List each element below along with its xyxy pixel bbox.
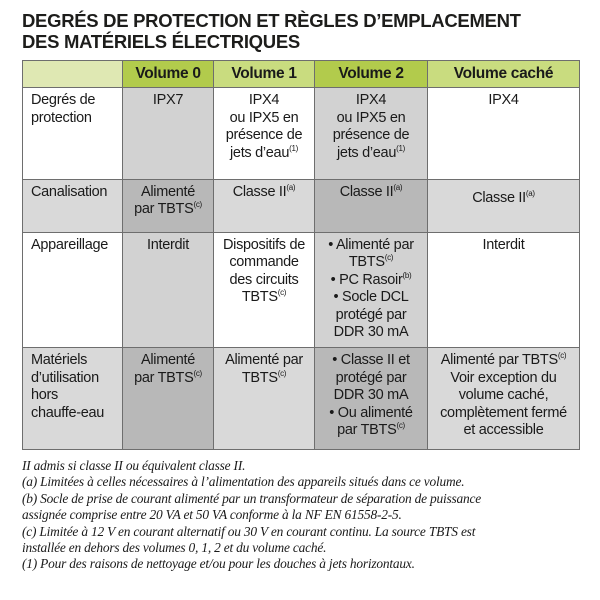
- title-line-2: DES MATÉRIELS ÉLECTRIQUES: [22, 31, 300, 52]
- cell-appareillage-vc: Interdit: [428, 232, 580, 348]
- cell-degres-v2: IPX4 ou IPX5 en présence de jets d’eau$^{(1)}$: [315, 88, 428, 179]
- cell-degres-v0: IPX7: [123, 88, 214, 179]
- cell-canalisation-v2: Classe II$^{(a)}$: [315, 179, 428, 232]
- footnote-a: (a) Limitées à celles nécessaires à l’alimentation des appareils situés dans ce volume.: [22, 474, 465, 490]
- row-label-canalisation: Canalisation: [23, 179, 123, 232]
- row-appareillage: [23, 232, 580, 348]
- cell-canalisation-v1: Classe II$^{(a)}$: [214, 179, 315, 232]
- header-volume-0: Volume 0: [123, 61, 214, 88]
- header-volume-2: Volume 2: [315, 61, 428, 88]
- cell-canalisation-v0: Alimenté par TBTS$^{(c)}$: [123, 179, 214, 232]
- footnotes: [22, 458, 582, 573]
- cell-appareillage-v0: Interdit: [123, 232, 214, 348]
- footnote-b-line-1: (b) Socle de prise de courant alimenté par un transformateur de séparation de puissance: [22, 490, 482, 506]
- cell-materiels-v0: Alimenté par TBTS$^{(c)}$: [123, 348, 214, 450]
- cell-canalisation-vc: Classe II$^{(a)}$: [428, 179, 580, 232]
- cell-appareillage-v2: • Alimenté par TBTS$^{(c)}$ • PC Rasoir$^{(b)}$ • Socle DCL protégé par DDR 30 mA: [315, 232, 428, 348]
- header-row: [23, 61, 580, 88]
- footnote-c-line-1: (c) Limitée à 12 V en courant alternatif ou 30 V en courant continu. La source TBTS est: [22, 523, 476, 539]
- header-corner: [23, 61, 123, 88]
- row-label-materiels: Matériels d’utilisation hors chauffe-eau: [23, 348, 123, 450]
- cell-degres-v1: IPX4 ou IPX5 en présence de jets d’eau$^{(1)}$: [214, 88, 315, 179]
- header-volume-1: Volume 1: [214, 61, 315, 88]
- row-label-appareillage: Appareillage: [23, 232, 123, 348]
- cell-materiels-v2: • Classe II et protégé par DDR 30 mA • Ou alimenté par TBTS$^{(c)}$: [315, 348, 428, 450]
- header-volume-cache: Volume caché: [428, 61, 580, 88]
- footnote-b-line-2: assignée comprise entre 20 VA et 50 VA conforme à la NF EN 61558-2-5.: [22, 507, 402, 523]
- row-materiels: [23, 348, 580, 450]
- footnote-1: (1) Pour des raisons de nettoyage et/ou pour les douches à jets horizontaux.: [22, 556, 415, 572]
- title-line-1: DEGRÉS DE PROTECTION ET RÈGLES D’EMPLACEMENT: [22, 10, 521, 31]
- cell-materiels-vc: Alimenté par TBTS$^{(c)}$ Voir exception du volume caché, complètement fermé et accessible: [428, 348, 580, 450]
- cell-materiels-v1: Alimenté par TBTS$^{(c)}$: [214, 348, 315, 450]
- page-title: [22, 10, 582, 52]
- row-label-degres: Degrés de protection: [23, 88, 123, 179]
- row-canalisation: [23, 179, 580, 232]
- footnote-c-line-2: installée en dehors des volumes 0, 1, 2 et du volume caché.: [22, 540, 327, 556]
- cell-appareillage-v1: Dispositifs de commande des circuits TBTS$^{(c)}$: [214, 232, 315, 348]
- footnote-classe-ii: II admis si classe II ou équivalent classe II.: [22, 458, 246, 473]
- row-degres-protection: [23, 88, 580, 179]
- protection-table: [22, 60, 580, 450]
- cell-degres-vc: IPX4: [428, 88, 580, 179]
